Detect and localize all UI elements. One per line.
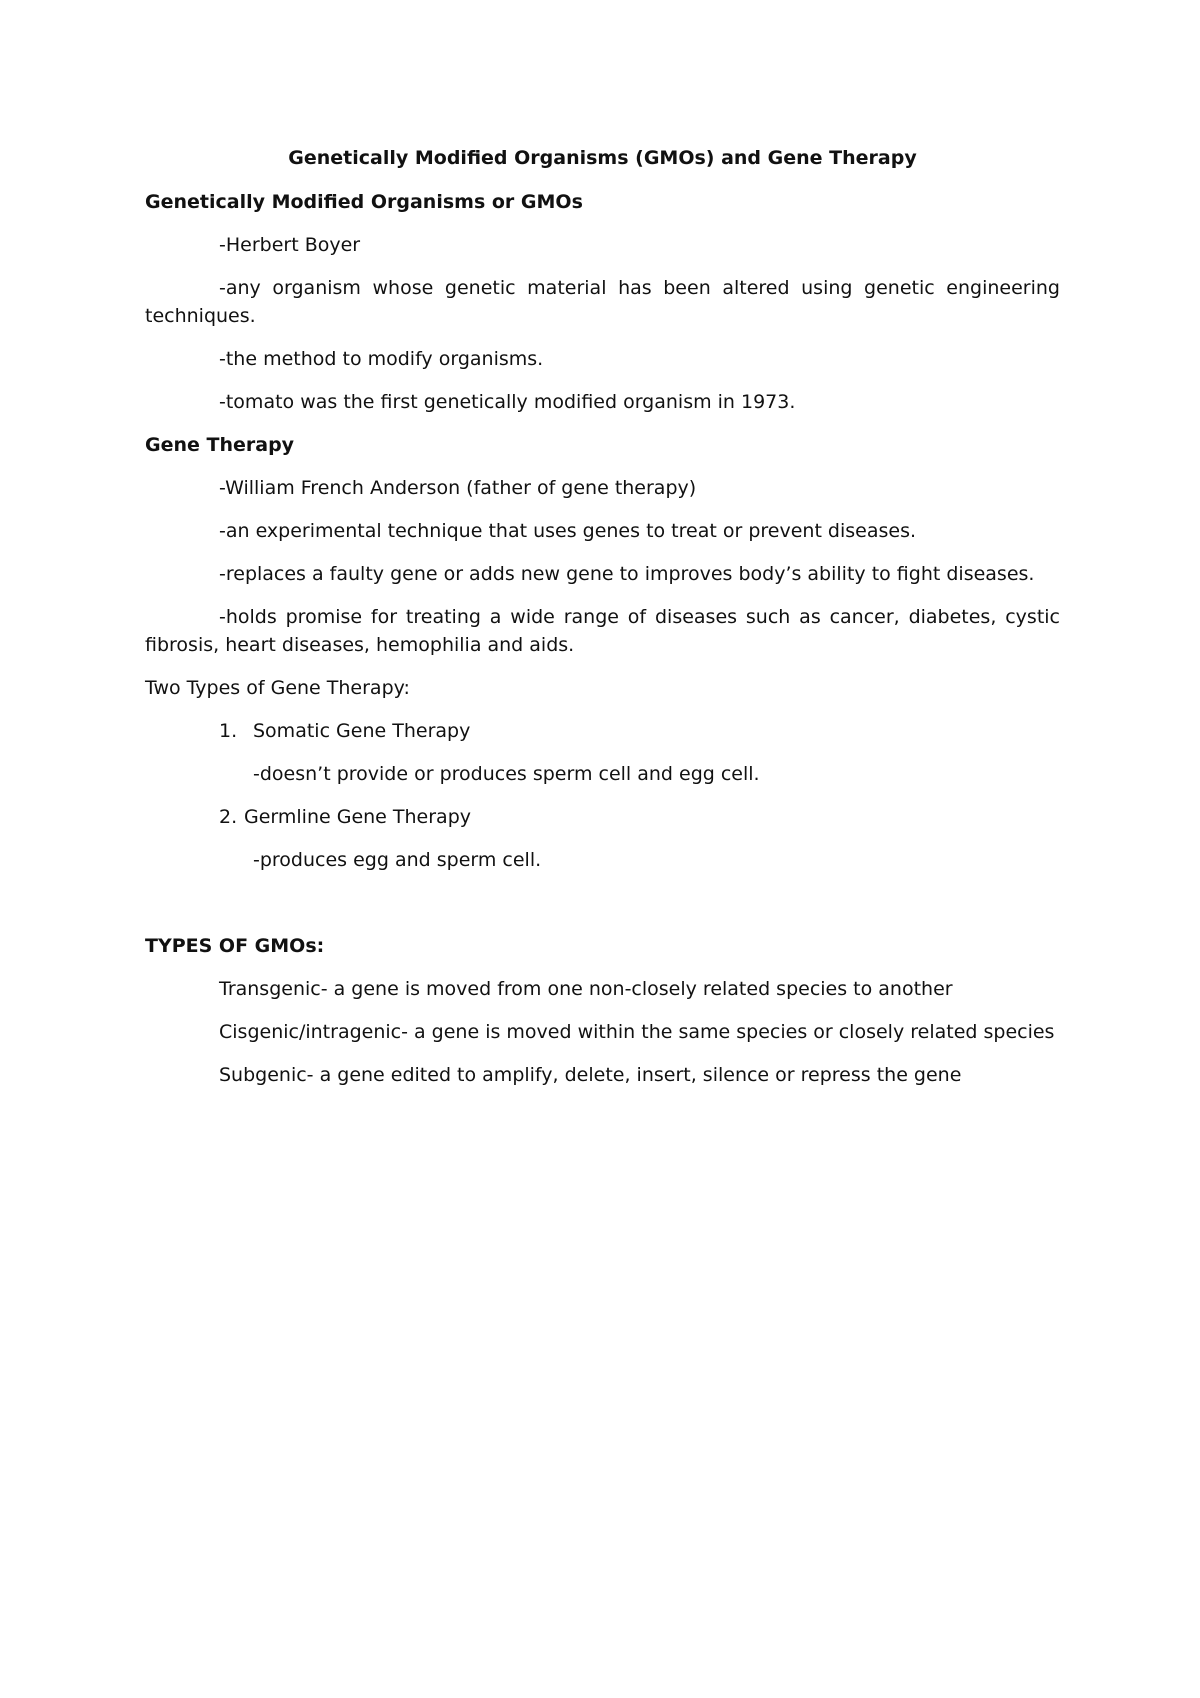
document-content: [145, 144, 1060, 1104]
gene-therapy-types-intro: Two Types of Gene Therapy:: [145, 677, 410, 699]
gene-therapy-item-3: -replaces a faulty gene or adds new gene to improves body’s ability to fight diseases.: [219, 563, 1035, 585]
document-title: Genetically Modified Organisms (GMOs) and Gene Therapy: [288, 147, 917, 169]
gene-therapy-item-2: -an experimental technique that uses genes to treat or prevent diseases.: [219, 520, 917, 542]
gmo-type-item-2: Cisgenic/intragenic- a gene is moved within the same species or closely related species: [219, 1021, 1055, 1043]
gene-therapy-item-4: -holds promise for treating a wide range of diseases such as cancer, diabetes, cystic fibrosis, heart diseases, hemophilia and aids.: [145, 606, 1060, 656]
gmo-type-item-3: Subgenic- a gene edited to amplify, delete, insert, silence or repress the gene: [219, 1064, 962, 1086]
gmo-types-heading: TYPES OF GMOs:: [145, 935, 325, 957]
gene-therapy-type-1: [145, 717, 1060, 745]
gmo-item-2: -any organism whose genetic material has been altered using genetic engineering techniques.: [145, 277, 1060, 327]
gmo-section-heading: Genetically Modified Organisms or GMOs: [145, 191, 583, 213]
list-number: 2.: [219, 806, 238, 828]
gmo-item-4: -tomato was the first genetically modified organism in 1973.: [219, 391, 796, 413]
list-item-name: Somatic Gene Therapy: [253, 720, 471, 742]
gene-therapy-type-1-detail: -doesn’t provide or produces sperm cell and egg cell.: [253, 763, 760, 785]
gmo-item-1: -Herbert Boyer: [219, 234, 361, 256]
gene-therapy-heading: Gene Therapy: [145, 434, 295, 456]
section-spacer: [145, 889, 1060, 932]
gmo-type-item-1: Transgenic- a gene is moved from one non-closely related species to another: [219, 978, 953, 1000]
gene-therapy-type-2: [145, 803, 1060, 831]
gene-therapy-type-2-detail: -produces egg and sperm cell.: [253, 849, 542, 871]
gmo-item-3: -the method to modify organisms.: [219, 348, 544, 370]
list-item-name: Germline Gene Therapy: [244, 806, 472, 828]
gene-therapy-item-1: -William French Anderson (father of gene therapy): [219, 477, 697, 499]
list-number: 1.: [219, 720, 238, 742]
